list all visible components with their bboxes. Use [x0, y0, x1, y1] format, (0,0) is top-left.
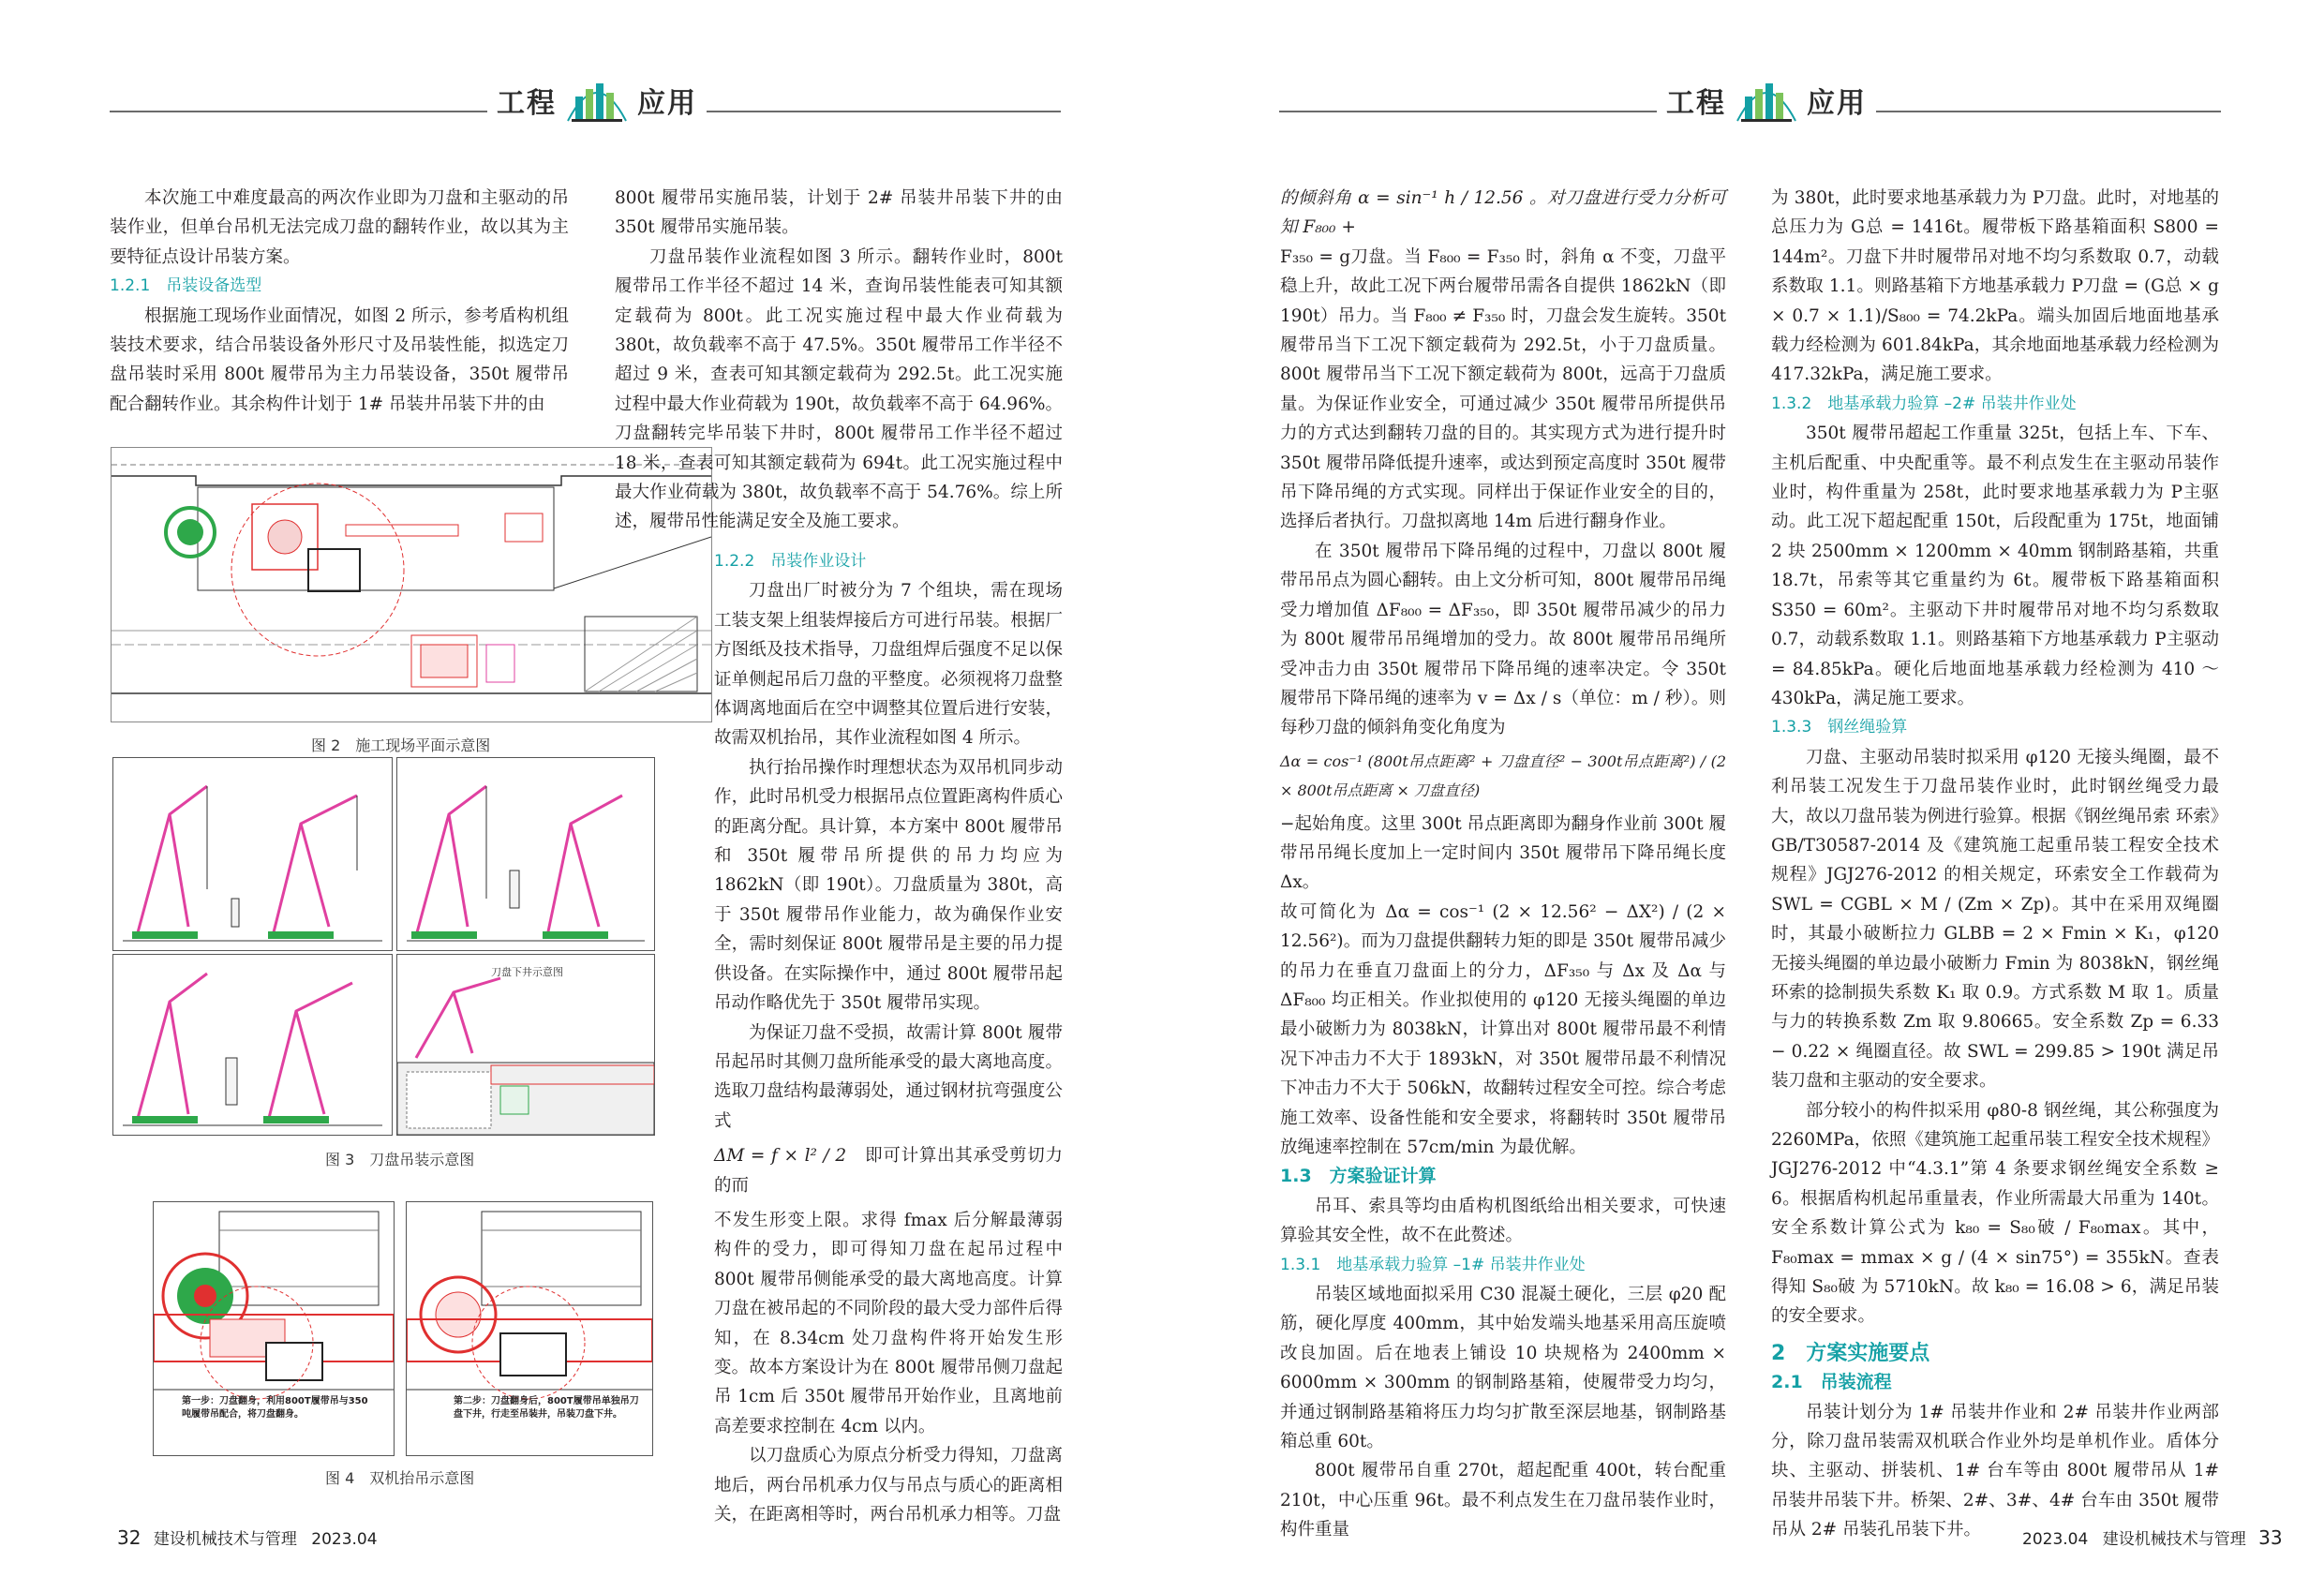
header-word-right-r: 应用 [1807, 87, 1867, 120]
right-footer [2022, 1525, 2290, 1549]
figure-3d-label: 刀盘下井示意图 [491, 966, 563, 978]
journal-name-right: 建设机械技术与管理 [2102, 1530, 2246, 1549]
formula-line [714, 1141, 1063, 1200]
figure-4-step2-note: 第二步：刀盘翻身后，800T履带吊单独吊刀盘下井，行走至吊装井，吊装刀盘下井。 [454, 1396, 639, 1420]
section-heading-1-3-2: 1.3.2 地基承载力验算 –2# 吊装井作业处 [1771, 394, 2077, 413]
paragraph: 部分较小的构件拟采用 φ80-8 钢丝绳，其公称强度为 2260MPa，依照《建筑施工起重吊装工程安全技术规程》JGJ276-2012 中“4.3.1”第 4 条要求钢丝绳安全系数 ≥ 6。根据盾构机起吊重量表，作业所需最大吊重为 140t。安全系数计算公式为 k₈₀ = S₈₀破 / F₈₀max。其中，F₈₀max = mmax × g / (4 × sin75°) = 355kN。查表得知 S₈₀破 为 5710kN。故 k₈₀ = 16.08 > 6，满足吊装的安全要求。 [1771, 1100, 2219, 1327]
section-heading-1-2-2: 1.2.2 吊装作业设计 [714, 552, 867, 571]
section-heading-1-3-3: 1.3.3 钢丝绳验算 [1771, 718, 1908, 737]
page-number-right: 33 [2258, 1526, 2283, 1549]
formula-delta-alpha: Δα = cos⁻¹ (800t吊点距离² + 刀盘直径² − 300t吊点距离²) / (2 × 800t吊点距离 × 刀盘直径) [1280, 751, 1726, 800]
left-col2-top-text [615, 184, 1063, 537]
figure-3-caption: 图 3 刀盘吊装示意图 [325, 1151, 475, 1168]
section-heading-1-3: 1.3 方案验证计算 [1280, 1166, 1437, 1187]
figure-4-caption: 图 4 双机抬吊示意图 [325, 1469, 475, 1487]
right-header-logo [1657, 73, 1876, 127]
paragraph: 以刀盘质心为原点分析受力得知，刀盘离地后，两台吊机承力仅与吊点与质心的距离相关，在距离相等时，两台吊机承力相等。刀盘 [714, 1446, 1063, 1525]
paragraph: 刀盘、主驱动吊装时拟采用 φ120 无接头绳圈，最不利吊装工况发生于刀盘吊装作业时，此时钢丝绳受力最大，故以刀盘吊装为例进行验算。根据《钢丝绳吊索 环索》GB/T30587-2014 及《建筑施工起重吊装工程安全技术规程》JGJ276-2012 的相关规定，环索安全工作载荷为 SWL = CGBL × M / (Zm × Zp)。其中在采用双绳圈时，其最小破断拉力 GLBB = 2 × Fmin × K₁，φ120 无接头绳圈的单边最小破断力 Fmin 为 8038kN，钢丝绳环索的捻制损失系数 K₁ 取 0.9。方式系数 M 取 1。质量与力的转换系数 Zm 取 9.80665。安全系数 Zp = 6.33 − 0.22 × 绳圈直径。故 SWL = 299.85 > 190t 满足吊装刀盘和主驱动的安全要求。 [1771, 747, 2219, 1092]
header-word-left: 工程 [497, 87, 557, 120]
paragraph: 本次施工中难度最高的两次作业即为刀盘和主驱动的吊装作业，但单台吊机无法完成刀盘的翻转作业，故以其为主要特征点设计吊装方案。 [110, 188, 569, 267]
figure-2-caption: 图 2 施工现场平面示意图 [311, 736, 491, 754]
paragraph: 根据施工现场作业面情况，如图 2 所示，参考盾构机组装技术要求，结合吊装设备外形尺寸及吊装性能，拟选定刀盘吊装时采用 800t 履带吊为主力吊装设备，350t 履带吊配合翻转作业。其余构件计划于 1# 吊装井吊装下井的由 [110, 305, 569, 414]
figure-4-step1 [153, 1201, 395, 1456]
paragraph: 800t 履带吊自重 270t，超起配重 400t，转台配重 210t，中心压重 96t。最不利点发生在刀盘吊装作业时，构件重量 [1280, 1461, 1726, 1540]
figure-3-panel-d [396, 954, 655, 1136]
issue-right: 2023.04 [2022, 1530, 2089, 1549]
paragraph: 为 380t，此时要求地基承载力为 P刀盘。此时，对地基的总压力为 G总 = 1416t。履带板下路基箱面积 S800 = 144m²。刀盘下井时履带吊对地不均匀系数取 0.7，动载系数取 1.1。则路基箱下方地基承载力 P刀盘 = (G总 × g × 0.7 × 1.1)/S₈₀₀ = 74.2kPa。端头加固后地面地基承载力经检测为 601.84kPa，其余地面地基承载力经检测为 417.32kPa，满足施工要求。 [1771, 188, 2219, 385]
page-number-left: 32 [117, 1526, 142, 1549]
factory-icon [1734, 76, 1799, 125]
figure-4-step2 [406, 1201, 653, 1456]
paragraph: 为保证刀盘不受损，故需计算 800t 履带吊起吊时其侧刀盘所能承受的最大离地高度。选取刀盘结构最薄弱处，通过钢材抗弯强度公式 [714, 1022, 1063, 1131]
paragraph: 350t 履带吊超起工作重量 325t，包括上车、下车、主机后配重、中央配重等。最不利点发生在主驱动吊装作业时，构件重量为 258t，此时要求地基承载力为 P主驱动。此工况下超起配重 150t，后段配重为 175t，地面铺 2 块 2500mm × 1200mm × 40mm 钢制路基箱，共重 18.7t，吊索等其它重量约为 6t。履带板下路基箱面积 S350 = 60m²。主驱动下井时履带吊对地不均匀系数取 0.7，动载系数取 1.1。则路基箱下方地基承载力 P主驱动 = 84.85kPa。硬化后地面地基承载力经检测为 410 ～ 430kPa，满足施工要求。 [1771, 424, 2219, 708]
paragraph: 执行抬吊操作时理想状态为双吊机同步动作，此时吊机受力根据吊点位置距离构件质心的距离分配。具计算，本方案中 800t 履带吊和 350t 履带吊所提供的吊力均应为 1862kN（即 190t）。刀盘质量为 380t，高于 350t 履带吊作业能力，故为确保作业安全，需时刻保证 800t 履带吊是主要的吊力提供设备。在实际操作中，通过 800t 履带吊起吊动作略优先于 350t 履带吊实现。 [714, 757, 1063, 1014]
left-header-logo [487, 73, 707, 127]
figure-4-step1-note: 第一步：刀盘翻身，利用800T履带吊与350吨履带吊配合，将刀盘翻身。 [182, 1396, 368, 1420]
paragraph: 故可简化为 Δα = cos⁻¹ (2 × 12.56² − ΔX²) / (2 × 12.56²)。而为刀盘提供翻转力矩的即是 350t 履带吊减少的吊力在垂直刀盘面上的分力，ΔF₃₅₀ 与 Δx 及 Δα 与 ΔF₈₀₀ 均正相关。作业拟使用的 φ120 无接头绳圈的单边最小破断力为 8038kN，计算出对 800t 履带吊最不利情况下冲击力不大于 1893kN，对 350t 履带吊最不利情况下冲击力不大于 506kN，故翻转过程安全可控。综合考虑施工效率、设备性能和安全要求，将翻转时 350t 履带吊放绳速率控制在 57cm/min 为最优解。 [1280, 901, 1726, 1157]
factory-icon [564, 76, 630, 125]
section-heading-2-1: 2.1 吊装流程 [1771, 1372, 1892, 1393]
paragraph: 刀盘出厂时被分为 7 个组块，需在现场工装支架上组装焊接后方可进行吊装。根据厂方图纸及技术指导，刀盘组焊后强度不足以保证单侧起吊后刀盘的平整度。必须视将刀盘整体调离地面后在空中调整其位置后进行安装，故需双机抬吊，其作业流程如图 4 所示。 [714, 581, 1063, 749]
paragraph: 在 350t 履带吊下降吊绳的过程中，刀盘以 800t 履带吊吊点为圆心翻转。由上文分析可知，800t 履带吊吊绳受力增加值 ΔF₈₀₀ = ΔF₃₅₀，即 350t 履带吊减少的吊力为 800t 履带吊吊绳增加的受力。故 800t 履带吊吊绳所受冲击力由 350t 履带吊下降吊绳的速率决定。令 350t 履带吊下降吊绳的速率为 v = Δx / s（单位：m / 秒）。则每秒刀盘的倾斜角变化角度为 [1280, 541, 1726, 738]
figure-3-panel-a [112, 757, 393, 951]
right-col3-text [1280, 184, 1726, 1545]
paragraph: 吊装区域地面拟采用 C30 混凝土硬化，三层 φ20 配筋，硬化厚度 400mm，其中始发端头地基采用高压旋喷改良加固。后在地表上铺设 10 块规格为 2400mm × 6000mm × 300mm 的钢制路基箱，使履带受力均匀，并通过钢制路基箱将压力均匀扩散至深层地基，钢制路基箱总重 60t。 [1280, 1285, 1726, 1452]
paragraph: 刀盘吊装作业流程如图 3 所示。翻转作业时，800t 履带吊工作半径不超过 14 米，查询吊装性能表可知其额定载荷为 800t。此工况实施过程中最大作业荷载为 380t，故负载率不高于 47.5%。350t 履带吊工作半径不超过 9 米，查表可知其额定载荷为 292.5t。此工况实施过程中最大作业荷载为 190t，故负载率不高于 64.96%。刀盘翻转完毕吊装下井时，800t 履带吊工作半径不超过 18 米，查表可知其额定载荷为 694t。此工况实施过程中最大作业荷载为 380t，故负载率不高于 54.76%。综上所述，履带吊性能满足安全及施工要求。 [615, 246, 1063, 532]
journal-name-left: 建设机械技术与管理 [153, 1530, 297, 1549]
formula-delta-m: ΔM = f × l² / 2 [714, 1146, 847, 1167]
left-footer [110, 1525, 378, 1549]
right-col4-text [1771, 184, 2219, 1545]
left-col1-text [110, 184, 569, 419]
section-heading-1-2-1: 1.2.1 吊装设备选型 [110, 276, 262, 296]
paragraph: F₃₅₀ = g刀盘。当 F₈₀₀ = F₃₅₀ 时，斜角 α 不变，刀盘平稳上升，故此工况下两台履带吊需各自提供 1862kN（即 190t）吊力。当 F₈₀₀ ≠ F₃₅₀ 时，刀盘会发生旋转。350t 履带吊当下工况下额定载荷为 292.5t，小于刀盘质量。800t 履带吊当下工况下额定载荷为 800t，远高于刀盘质量。为保证作业安全，可通过减少 350t 履带吊所提供吊力的方式达到翻转刀盘的目的。其实现方式为进行提升时 350t 履带吊降低提升速率，或达到预定高度时 350t 履带吊下降吊绳的方式实现。同样出于保证作业安全的目的，选择后者执行。刀盘拟离地 14m 后进行翻身作业。 [1280, 246, 1726, 532]
figure-3-panel-b [396, 757, 655, 951]
issue-left: 2023.04 [311, 1530, 378, 1549]
section-heading-1-3-1: 1.3.1 地基承载力验算 –1# 吊装井作业处 [1280, 1255, 1586, 1274]
formula-alpha: 的倾斜角 α = sin⁻¹ h / 12.56 。对刀盘进行受力分析可知 F₈₀₀ + [1280, 188, 1726, 238]
header-word-left-r: 工程 [1666, 87, 1726, 120]
paragraph: −起始角度。这里 300t 吊点距离即为翻身作业前 300t 履带吊吊绳长度加上一定时间内 350t 履带吊下降吊绳长度 Δx。 [1280, 813, 1727, 893]
paragraph: 不发生形变上限。求得 fmax 后分解最薄弱构件的受力，即可得知刀盘在起吊过程中 800t 履带吊侧能承受的最大离地高度。计算刀盘在被吊起的不同阶段的最大受力部件后得知，在 8.34cm 处刀盘构件将开始发生形变。故本方案设计为在 800t 履带吊侧刀盘起吊 1cm 后 350t 履带吊开始作业，且离地前高差要求控制在 4cm 以内。 [714, 1210, 1063, 1436]
paragraph: 800t 履带吊实施吊装，计划于 2# 吊装井吊装下井的由 350t 履带吊实施吊装。 [615, 188, 1063, 238]
paragraph: 吊耳、索具等均由盾构机图纸给出相关要求，可快速算验其安全性，故不在此赘述。 [1280, 1196, 1726, 1246]
left-col2-bottom-text [714, 547, 1063, 1529]
paragraph: 吊装计划分为 1# 吊装井作业和 2# 吊装井作业两部分，除刀盘吊装需双机联合作业外均是单机作业。盾体分块、主驱动、拼装机、1# 台车等由 800t 履带吊从 1# 吊装井吊装下井。桥架、2#、3#、4# 台车由 350t 履带吊从 2# 吊装孔吊装下井。 [1771, 1402, 2219, 1540]
header-word-right: 应用 [637, 87, 697, 120]
formula-tail: 即可计算出其承受剪切力的而 [714, 1146, 1063, 1196]
figure-3-panel-c [112, 954, 393, 1136]
section-heading-2: 2 方案实施要点 [1771, 1341, 1930, 1365]
